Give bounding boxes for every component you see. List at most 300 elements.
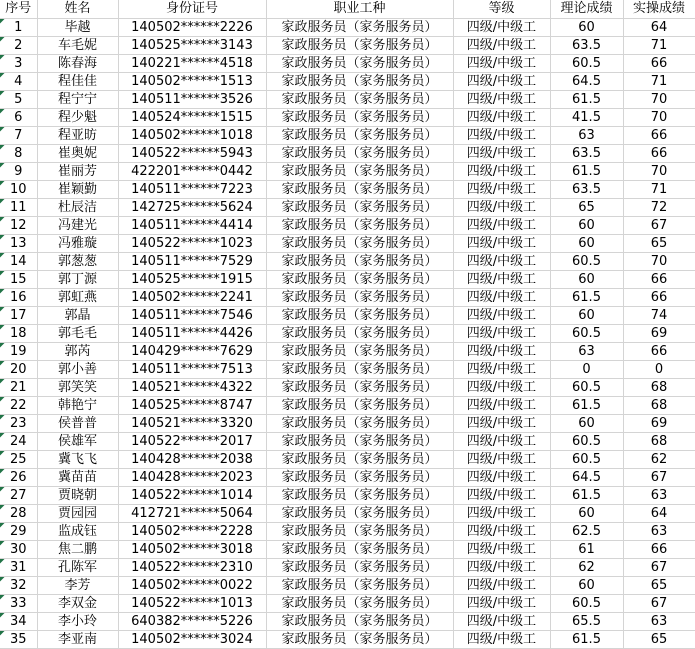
cell-practical-score[interactable]: 68 <box>623 378 695 396</box>
table-row <box>0 36 695 54</box>
cell-theory-score[interactable]: 60 <box>550 306 623 324</box>
cell-id-number[interactable]: 412721******5064 <box>118 504 266 522</box>
cell-occupation[interactable]: 家政服务员（家务服务员） <box>266 252 453 270</box>
cell-id-number[interactable]: 140428******2038 <box>118 450 266 468</box>
cell-level[interactable]: 四级/中级工 <box>453 360 550 378</box>
cell-practical-score[interactable]: 67 <box>623 594 695 612</box>
cell-index[interactable] <box>0 378 37 396</box>
cell-occupation[interactable]: 家政服务员（家务服务员） <box>266 378 453 396</box>
cell-index-value: 5 <box>14 91 23 107</box>
cell-theory-score[interactable]: 60.5 <box>550 450 623 468</box>
cell-level[interactable]: 四级/中级工 <box>453 36 550 54</box>
cell-level[interactable]: 四级/中级工 <box>453 54 550 72</box>
cell-practical-score[interactable]: 66 <box>623 270 695 288</box>
cell-practical-score[interactable]: 69 <box>623 414 695 432</box>
cell-practical-score[interactable]: 64 <box>623 18 695 36</box>
cell-id-number[interactable]: 140502******0022 <box>118 576 266 594</box>
col-header-level[interactable]: 等级 <box>453 0 550 18</box>
cell-index[interactable] <box>0 594 37 612</box>
cell-name[interactable]: 郭芮 <box>37 342 118 360</box>
cell-theory-score[interactable]: 60 <box>550 414 623 432</box>
cell-index[interactable] <box>0 504 37 522</box>
cell-level[interactable]: 四级/中级工 <box>453 414 550 432</box>
cell-occupation[interactable]: 家政服务员（家务服务员） <box>266 558 453 576</box>
cell-index-value: 6 <box>14 109 23 125</box>
cell-practical-score[interactable]: 71 <box>623 72 695 90</box>
cell-practical-score[interactable]: 67 <box>623 558 695 576</box>
cell-name[interactable]: 毕越 <box>37 18 118 36</box>
cell-occupation[interactable]: 家政服务员（家务服务员） <box>266 540 453 558</box>
cell-level[interactable]: 四级/中级工 <box>453 486 550 504</box>
cell-id-number[interactable]: 140511******7546 <box>118 306 266 324</box>
cell-practical-score[interactable]: 66 <box>623 288 695 306</box>
cell-id-number[interactable]: 140522******1014 <box>118 486 266 504</box>
cell-level[interactable]: 四级/中级工 <box>453 432 550 450</box>
table-row <box>0 306 695 324</box>
cell-id-number[interactable]: 140522******5943 <box>118 144 266 162</box>
cell-index[interactable] <box>0 450 37 468</box>
cell-level[interactable]: 四级/中级工 <box>453 216 550 234</box>
cell-practical-score[interactable]: 67 <box>623 216 695 234</box>
cell-theory-score[interactable]: 62.5 <box>550 522 623 540</box>
cell-occupation[interactable]: 家政服务员（家务服务员） <box>266 324 453 342</box>
error-indicator-icon <box>0 631 5 636</box>
cell-practical-score[interactable]: 63 <box>623 522 695 540</box>
cell-level[interactable]: 四级/中级工 <box>453 18 550 36</box>
error-indicator-icon <box>0 289 5 294</box>
cell-index[interactable] <box>0 432 37 450</box>
cell-id-number[interactable]: 140525******8747 <box>118 396 266 414</box>
cell-theory-score[interactable]: 63.5 <box>550 180 623 198</box>
cell-theory-score[interactable]: 60.5 <box>550 54 623 72</box>
cell-name[interactable]: 贾晓朝 <box>37 486 118 504</box>
cell-occupation[interactable]: 家政服务员（家务服务员） <box>266 234 453 252</box>
cell-name[interactable]: 侯普普 <box>37 414 118 432</box>
error-indicator-icon <box>0 253 5 258</box>
table-body <box>0 18 695 648</box>
table-row <box>0 432 695 450</box>
cell-id-number[interactable]: 422201******0442 <box>118 162 266 180</box>
error-indicator-icon <box>0 127 5 132</box>
cell-id-number[interactable]: 140502******3024 <box>118 630 266 648</box>
table-row <box>0 162 695 180</box>
cell-index[interactable] <box>0 126 37 144</box>
cell-occupation[interactable]: 家政服务员（家务服务员） <box>266 450 453 468</box>
cell-id-number[interactable]: 140221******4518 <box>118 54 266 72</box>
cell-index[interactable] <box>0 234 37 252</box>
cell-practical-score[interactable]: 62 <box>623 450 695 468</box>
cell-index[interactable] <box>0 468 37 486</box>
cell-theory-score[interactable]: 61.5 <box>550 486 623 504</box>
cell-index-value: 20 <box>9 361 27 377</box>
cell-index[interactable] <box>0 306 37 324</box>
cell-name[interactable]: 焦二鹏 <box>37 540 118 558</box>
cell-level[interactable]: 四级/中级工 <box>453 234 550 252</box>
error-indicator-icon <box>0 37 5 42</box>
cell-theory-score[interactable]: 61.5 <box>550 90 623 108</box>
cell-level[interactable]: 四级/中级工 <box>453 324 550 342</box>
cell-index[interactable] <box>0 162 37 180</box>
cell-level[interactable]: 四级/中级工 <box>453 270 550 288</box>
cell-name[interactable]: 杜辰洁 <box>37 198 118 216</box>
cell-practical-score[interactable]: 74 <box>623 306 695 324</box>
cell-occupation[interactable]: 家政服务员（家务服务员） <box>266 72 453 90</box>
cell-index[interactable] <box>0 558 37 576</box>
error-indicator-icon <box>0 271 5 276</box>
cell-level[interactable]: 四级/中级工 <box>453 522 550 540</box>
cell-occupation[interactable]: 家政服务员（家务服务员） <box>266 576 453 594</box>
cell-id-number[interactable]: 140502******2226 <box>118 18 266 36</box>
cell-theory-score[interactable]: 61 <box>550 540 623 558</box>
cell-level[interactable]: 四级/中级工 <box>453 198 550 216</box>
cell-index[interactable] <box>0 396 37 414</box>
error-indicator-icon <box>0 145 5 150</box>
cell-index[interactable] <box>0 54 37 72</box>
cell-index[interactable] <box>0 72 37 90</box>
col-header-id-number[interactable]: 身份证号 <box>118 0 266 18</box>
cell-occupation[interactable]: 家政服务员（家务服务员） <box>266 90 453 108</box>
cell-name[interactable]: 李亚南 <box>37 630 118 648</box>
cell-practical-score[interactable]: 66 <box>623 342 695 360</box>
table-row <box>0 540 695 558</box>
cell-theory-score[interactable]: 60 <box>550 270 623 288</box>
cell-practical-score[interactable]: 72 <box>623 198 695 216</box>
cell-theory-score[interactable]: 60 <box>550 234 623 252</box>
col-header-occupation[interactable]: 职业工种 <box>266 0 453 18</box>
cell-id-number[interactable]: 140502******1513 <box>118 72 266 90</box>
cell-id-number[interactable]: 140522******2310 <box>118 558 266 576</box>
cell-theory-score[interactable]: 64.5 <box>550 72 623 90</box>
error-indicator-icon <box>0 73 5 78</box>
cell-name[interactable]: 郭毛毛 <box>37 324 118 342</box>
cell-level[interactable]: 四级/中级工 <box>453 144 550 162</box>
cell-name[interactable]: 郭葱葱 <box>37 252 118 270</box>
cell-theory-score[interactable]: 60 <box>550 216 623 234</box>
cell-occupation[interactable]: 家政服务员（家务服务员） <box>266 270 453 288</box>
cell-level[interactable]: 四级/中级工 <box>453 252 550 270</box>
cell-practical-score[interactable]: 66 <box>623 144 695 162</box>
cell-level[interactable]: 四级/中级工 <box>453 540 550 558</box>
error-indicator-icon <box>0 613 5 618</box>
cell-id-number[interactable]: 140525******3143 <box>118 36 266 54</box>
cell-index-value: 15 <box>9 271 27 287</box>
cell-index[interactable] <box>0 360 37 378</box>
cell-name[interactable]: 崔奥妮 <box>37 144 118 162</box>
cell-id-number[interactable]: 140522******1023 <box>118 234 266 252</box>
cell-index[interactable] <box>0 216 37 234</box>
cell-theory-score[interactable]: 60.5 <box>550 594 623 612</box>
cell-theory-score[interactable]: 61.5 <box>550 396 623 414</box>
cell-theory-score[interactable]: 64.5 <box>550 468 623 486</box>
table-row <box>0 54 695 72</box>
cell-index-value: 22 <box>9 397 27 413</box>
cell-theory-score[interactable]: 61.5 <box>550 162 623 180</box>
cell-index[interactable] <box>0 414 37 432</box>
cell-theory-score[interactable]: 60.5 <box>550 324 623 342</box>
cell-index[interactable] <box>0 342 37 360</box>
cell-name[interactable]: 郭笑笑 <box>37 378 118 396</box>
cell-practical-score[interactable]: 66 <box>623 540 695 558</box>
cell-index-value: 23 <box>9 415 27 431</box>
cell-index[interactable] <box>0 612 37 630</box>
cell-practical-score[interactable]: 65 <box>623 576 695 594</box>
cell-index[interactable] <box>0 252 37 270</box>
cell-occupation[interactable]: 家政服务员（家务服务员） <box>266 162 453 180</box>
cell-id-number[interactable]: 140511******7513 <box>118 360 266 378</box>
cell-theory-score[interactable]: 65.5 <box>550 612 623 630</box>
cell-occupation[interactable]: 家政服务员（家务服务员） <box>266 126 453 144</box>
cell-level[interactable]: 四级/中级工 <box>453 180 550 198</box>
cell-index[interactable] <box>0 522 37 540</box>
cell-occupation[interactable]: 家政服务员（家务服务员） <box>266 144 453 162</box>
error-indicator-icon <box>0 451 5 456</box>
cell-theory-score[interactable]: 60 <box>550 576 623 594</box>
cell-id-number[interactable]: 140428******2023 <box>118 468 266 486</box>
cell-theory-score[interactable]: 60.5 <box>550 378 623 396</box>
cell-occupation[interactable]: 家政服务员（家务服务员） <box>266 108 453 126</box>
cell-practical-score[interactable]: 70 <box>623 108 695 126</box>
cell-id-number[interactable]: 140511******4414 <box>118 216 266 234</box>
cell-occupation[interactable]: 家政服务员（家务服务员） <box>266 288 453 306</box>
cell-name[interactable]: 孔陈军 <box>37 558 118 576</box>
cell-occupation[interactable]: 家政服务员（家务服务员） <box>266 468 453 486</box>
cell-id-number[interactable]: 140522******1013 <box>118 594 266 612</box>
cell-practical-score[interactable]: 68 <box>623 396 695 414</box>
table-row <box>0 198 695 216</box>
cell-practical-score[interactable]: 68 <box>623 432 695 450</box>
cell-index-value: 10 <box>9 181 27 197</box>
cell-index[interactable] <box>0 108 37 126</box>
cell-practical-score[interactable]: 70 <box>623 252 695 270</box>
cell-name[interactable]: 崔丽芳 <box>37 162 118 180</box>
cell-index-value: 12 <box>9 217 27 233</box>
cell-id-number[interactable]: 140502******2228 <box>118 522 266 540</box>
cell-level[interactable]: 四级/中级工 <box>453 288 550 306</box>
cell-practical-score[interactable]: 67 <box>623 468 695 486</box>
cell-name[interactable]: 程宁宁 <box>37 90 118 108</box>
cell-occupation[interactable]: 家政服务员（家务服务员） <box>266 216 453 234</box>
cell-practical-score[interactable]: 0 <box>623 360 695 378</box>
cell-name[interactable]: 崔颖勤 <box>37 180 118 198</box>
cell-theory-score[interactable]: 41.5 <box>550 108 623 126</box>
cell-theory-score[interactable]: 62 <box>550 558 623 576</box>
cell-theory-score[interactable]: 60.5 <box>550 252 623 270</box>
cell-id-number[interactable]: 140429******7629 <box>118 342 266 360</box>
cell-index[interactable] <box>0 198 37 216</box>
cell-index-value: 35 <box>9 631 27 647</box>
cell-level[interactable]: 四级/中级工 <box>453 72 550 90</box>
cell-id-number[interactable]: 140511******7223 <box>118 180 266 198</box>
cell-occupation[interactable]: 家政服务员（家务服务员） <box>266 612 453 630</box>
cell-practical-score[interactable]: 65 <box>623 234 695 252</box>
cell-practical-score[interactable]: 64 <box>623 504 695 522</box>
error-indicator-icon <box>0 19 5 24</box>
cell-level[interactable]: 四级/中级工 <box>453 450 550 468</box>
cell-level[interactable]: 四级/中级工 <box>453 342 550 360</box>
cell-id-number[interactable]: 140522******2017 <box>118 432 266 450</box>
cell-level[interactable]: 四级/中级工 <box>453 306 550 324</box>
error-indicator-icon <box>0 343 5 348</box>
cell-index[interactable] <box>0 324 37 342</box>
table-row <box>0 630 695 648</box>
cell-practical-score[interactable]: 65 <box>623 630 695 648</box>
cell-occupation[interactable]: 家政服务员（家务服务员） <box>266 306 453 324</box>
cell-theory-score[interactable]: 60 <box>550 18 623 36</box>
cell-theory-score[interactable]: 60 <box>550 504 623 522</box>
cell-index[interactable] <box>0 18 37 36</box>
cell-occupation[interactable]: 家政服务员（家务服务员） <box>266 522 453 540</box>
cell-name[interactable]: 郭虹燕 <box>37 288 118 306</box>
cell-index-value: 16 <box>9 289 27 305</box>
cell-name[interactable]: 贾园园 <box>37 504 118 522</box>
cell-occupation[interactable]: 家政服务员（家务服务员） <box>266 54 453 72</box>
cell-level[interactable]: 四级/中级工 <box>453 504 550 522</box>
cell-name[interactable]: 郭丁源 <box>37 270 118 288</box>
cell-name[interactable]: 冯雅璇 <box>37 234 118 252</box>
cell-occupation[interactable]: 家政服务员（家务服务员） <box>266 18 453 36</box>
cell-index[interactable] <box>0 180 37 198</box>
error-indicator-icon <box>0 505 5 510</box>
cell-level[interactable]: 四级/中级工 <box>453 162 550 180</box>
cell-name[interactable]: 郭小善 <box>37 360 118 378</box>
cell-id-number[interactable]: 140524******1515 <box>118 108 266 126</box>
cell-practical-score[interactable]: 71 <box>623 180 695 198</box>
table-row <box>0 504 695 522</box>
cell-name[interactable]: 程佳佳 <box>37 72 118 90</box>
cell-name[interactable]: 程亚昉 <box>37 126 118 144</box>
cell-level[interactable]: 四级/中级工 <box>453 126 550 144</box>
cell-level[interactable]: 四级/中级工 <box>453 468 550 486</box>
table-row <box>0 90 695 108</box>
cell-name[interactable]: 李芳 <box>37 576 118 594</box>
cell-theory-score[interactable]: 61.5 <box>550 288 623 306</box>
cell-theory-score[interactable]: 63.5 <box>550 144 623 162</box>
cell-id-number[interactable]: 140511******7529 <box>118 252 266 270</box>
cell-practical-score[interactable]: 66 <box>623 126 695 144</box>
cell-level[interactable]: 四级/中级工 <box>453 396 550 414</box>
cell-index[interactable] <box>0 288 37 306</box>
cell-name[interactable]: 程少魁 <box>37 108 118 126</box>
error-indicator-icon <box>0 181 5 186</box>
cell-index[interactable] <box>0 540 37 558</box>
cell-name[interactable]: 陈春海 <box>37 54 118 72</box>
cell-practical-score[interactable]: 70 <box>623 162 695 180</box>
cell-id-number[interactable]: 140521******3320 <box>118 414 266 432</box>
cell-name[interactable]: 冯建光 <box>37 216 118 234</box>
cell-level[interactable]: 四级/中级工 <box>453 558 550 576</box>
cell-occupation[interactable]: 家政服务员（家务服务员） <box>266 396 453 414</box>
cell-index-value: 33 <box>9 595 27 611</box>
cell-id-number[interactable]: 140511******3526 <box>118 90 266 108</box>
cell-index-value: 27 <box>9 487 27 503</box>
cell-occupation[interactable]: 家政服务员（家务服务员） <box>266 630 453 648</box>
cell-name[interactable]: 侯雄军 <box>37 432 118 450</box>
cell-index-value: 13 <box>9 235 27 251</box>
error-indicator-icon <box>0 541 5 546</box>
col-header-practical-score[interactable]: 实操成绩 <box>623 0 695 18</box>
cell-occupation[interactable]: 家政服务员（家务服务员） <box>266 36 453 54</box>
cell-level[interactable]: 四级/中级工 <box>453 90 550 108</box>
cell-index[interactable] <box>0 486 37 504</box>
cell-occupation[interactable]: 家政服务员（家务服务员） <box>266 594 453 612</box>
cell-theory-score[interactable]: 65 <box>550 198 623 216</box>
cell-name[interactable]: 李小玲 <box>37 612 118 630</box>
cell-practical-score[interactable]: 70 <box>623 90 695 108</box>
cell-theory-score[interactable]: 0 <box>550 360 623 378</box>
cell-name[interactable]: 冀飞飞 <box>37 450 118 468</box>
cell-occupation[interactable]: 家政服务员（家务服务员） <box>266 198 453 216</box>
cell-practical-score[interactable]: 63 <box>623 612 695 630</box>
cell-occupation[interactable]: 家政服务员（家务服务员） <box>266 486 453 504</box>
cell-level[interactable]: 四级/中级工 <box>453 594 550 612</box>
cell-theory-score[interactable]: 60.5 <box>550 432 623 450</box>
error-indicator-icon <box>0 361 5 366</box>
cell-name[interactable]: 韩艳宁 <box>37 396 118 414</box>
cell-level[interactable]: 四级/中级工 <box>453 630 550 648</box>
cell-name[interactable]: 李双金 <box>37 594 118 612</box>
cell-theory-score[interactable]: 61.5 <box>550 630 623 648</box>
cell-practical-score[interactable]: 69 <box>623 324 695 342</box>
cell-id-number[interactable]: 140502******1018 <box>118 126 266 144</box>
cell-theory-score[interactable]: 63 <box>550 126 623 144</box>
cell-theory-score[interactable]: 63.5 <box>550 36 623 54</box>
cell-practical-score[interactable]: 71 <box>623 36 695 54</box>
cell-practical-score[interactable]: 63 <box>623 486 695 504</box>
cell-occupation[interactable]: 家政服务员（家务服务员） <box>266 504 453 522</box>
cell-name[interactable]: 郭晶 <box>37 306 118 324</box>
cell-name[interactable]: 监成钰 <box>37 522 118 540</box>
col-header-theory-score[interactable]: 理论成绩 <box>550 0 623 18</box>
cell-index[interactable] <box>0 270 37 288</box>
table-row <box>0 288 695 306</box>
error-indicator-icon <box>0 397 5 402</box>
cell-level[interactable]: 四级/中级工 <box>453 378 550 396</box>
cell-index-value: 26 <box>9 469 27 485</box>
table-row <box>0 468 695 486</box>
cell-id-number[interactable]: 140525******1915 <box>118 270 266 288</box>
cell-id-number[interactable]: 140502******2241 <box>118 288 266 306</box>
table-row <box>0 558 695 576</box>
cell-id-number[interactable]: 640382******5226 <box>118 612 266 630</box>
cell-theory-score[interactable]: 63 <box>550 342 623 360</box>
cell-level[interactable]: 四级/中级工 <box>453 612 550 630</box>
cell-name[interactable]: 冀苗苗 <box>37 468 118 486</box>
cell-id-number[interactable]: 140521******4322 <box>118 378 266 396</box>
cell-occupation[interactable]: 家政服务员（家务服务员） <box>266 342 453 360</box>
cell-index[interactable] <box>0 144 37 162</box>
cell-occupation[interactable]: 家政服务员（家务服务员） <box>266 180 453 198</box>
cell-index[interactable] <box>0 630 37 648</box>
cell-index[interactable] <box>0 36 37 54</box>
cell-practical-score[interactable]: 66 <box>623 54 695 72</box>
error-indicator-icon <box>0 433 5 438</box>
col-header-name[interactable]: 姓名 <box>37 0 118 18</box>
error-indicator-icon <box>0 379 5 384</box>
cell-id-number[interactable]: 140511******4426 <box>118 324 266 342</box>
cell-level[interactable]: 四级/中级工 <box>453 108 550 126</box>
cell-id-number[interactable]: 142725******5624 <box>118 198 266 216</box>
col-header-index[interactable]: 序号 <box>0 0 37 18</box>
cell-occupation[interactable]: 家政服务员（家务服务员） <box>266 414 453 432</box>
cell-id-number[interactable]: 140502******3018 <box>118 540 266 558</box>
cell-level[interactable]: 四级/中级工 <box>453 576 550 594</box>
cell-occupation[interactable]: 家政服务员（家务服务员） <box>266 432 453 450</box>
cell-name[interactable]: 车毛妮 <box>37 36 118 54</box>
error-indicator-icon <box>0 163 5 168</box>
cell-occupation[interactable]: 家政服务员（家务服务员） <box>266 360 453 378</box>
cell-index[interactable] <box>0 576 37 594</box>
cell-index[interactable] <box>0 90 37 108</box>
